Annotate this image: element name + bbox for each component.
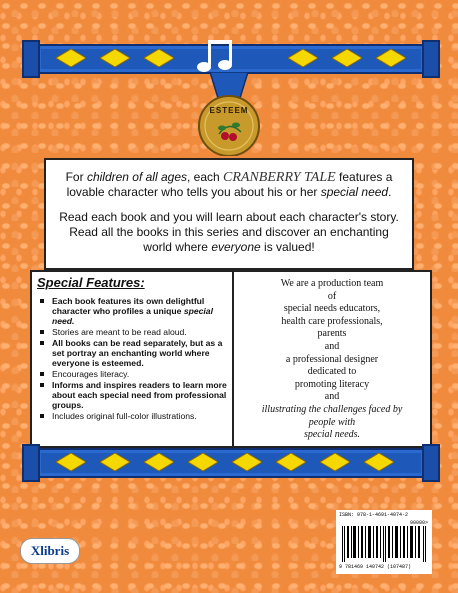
team-line: health care professionals, [281, 315, 383, 327]
publisher-name: Xlibris [30, 543, 70, 558]
intro-text-box [44, 158, 414, 270]
team-line: people with [308, 416, 356, 428]
band-end-right [422, 444, 440, 482]
team-line: We are a production team [280, 278, 384, 289]
list-item: All books can be read separately, but as a set portray an enchanting world where everyone is esteemed. [52, 338, 228, 368]
team-line: promoting literacy [294, 378, 370, 390]
team-line: of [327, 290, 337, 302]
diamond-icon [100, 49, 130, 67]
team-line: and [324, 391, 340, 403]
team-line: special needs educators, [283, 303, 381, 315]
list-item: Encourages literacy. [52, 369, 228, 379]
production-team-box [232, 270, 432, 448]
bottom-decorative-band [36, 448, 426, 478]
diamond-icon [288, 49, 318, 67]
band-end-left [22, 40, 40, 78]
diamond-icon [376, 49, 406, 67]
list-item: Each book features its own delightful character who profiles a unique special need. [52, 296, 228, 326]
team-line: special needs. [303, 429, 361, 441]
list-item: Includes original full-color illustrations. [52, 411, 228, 421]
diamond-icon [276, 453, 306, 471]
team-line: illustrating the challenges faced by [261, 403, 403, 415]
diamond-icon [100, 453, 130, 471]
diamond-icon [144, 49, 174, 67]
intro-paragraph-1: For children of all ages, each CRANBERRY TALE features a lovable character who tells you about his or her special need. [65, 170, 393, 199]
team-line: and [324, 340, 340, 352]
team-line: parents [317, 328, 347, 340]
price-code: 90000> [409, 520, 428, 526]
diamond-icon [144, 453, 174, 471]
special-features-box [30, 270, 234, 448]
band-end-left [22, 444, 40, 482]
intro-paragraph-3: Read all the books in this series and discover an enchanting world where everyone is valued! [69, 225, 389, 254]
diamond-icon [56, 453, 86, 471]
diamond-icon [320, 453, 350, 471]
isbn-text: ISBN: 978-1-4691-4074-2 [339, 512, 409, 518]
diamond-icon [232, 453, 262, 471]
isbn-barcode [336, 510, 432, 574]
barcode-bars [342, 526, 426, 562]
medal-label: ESTEEM [209, 106, 249, 115]
band-end-right [422, 40, 440, 78]
diamond-icon [56, 49, 86, 67]
team-line: a professional designer [285, 353, 379, 365]
special-features-title: Special Features: [37, 275, 145, 290]
diamond-icon [364, 453, 394, 471]
team-line: dedicated to [307, 366, 357, 378]
intro-paragraph-2: Read each book and you will learn about each character's story. [59, 210, 399, 224]
diamond-icon [332, 49, 362, 67]
list-item: Informs and inspires readers to learn more about each special need from professional groups. [52, 380, 227, 410]
esteem-medal [186, 92, 272, 156]
barcode-digits: 9 781469 140742 (107487) [339, 564, 412, 570]
features-list [32, 296, 232, 421]
list-item: Stories are meant to be read aloud. [52, 327, 228, 337]
diamond-icon [188, 453, 218, 471]
publisher-logo [20, 538, 80, 564]
